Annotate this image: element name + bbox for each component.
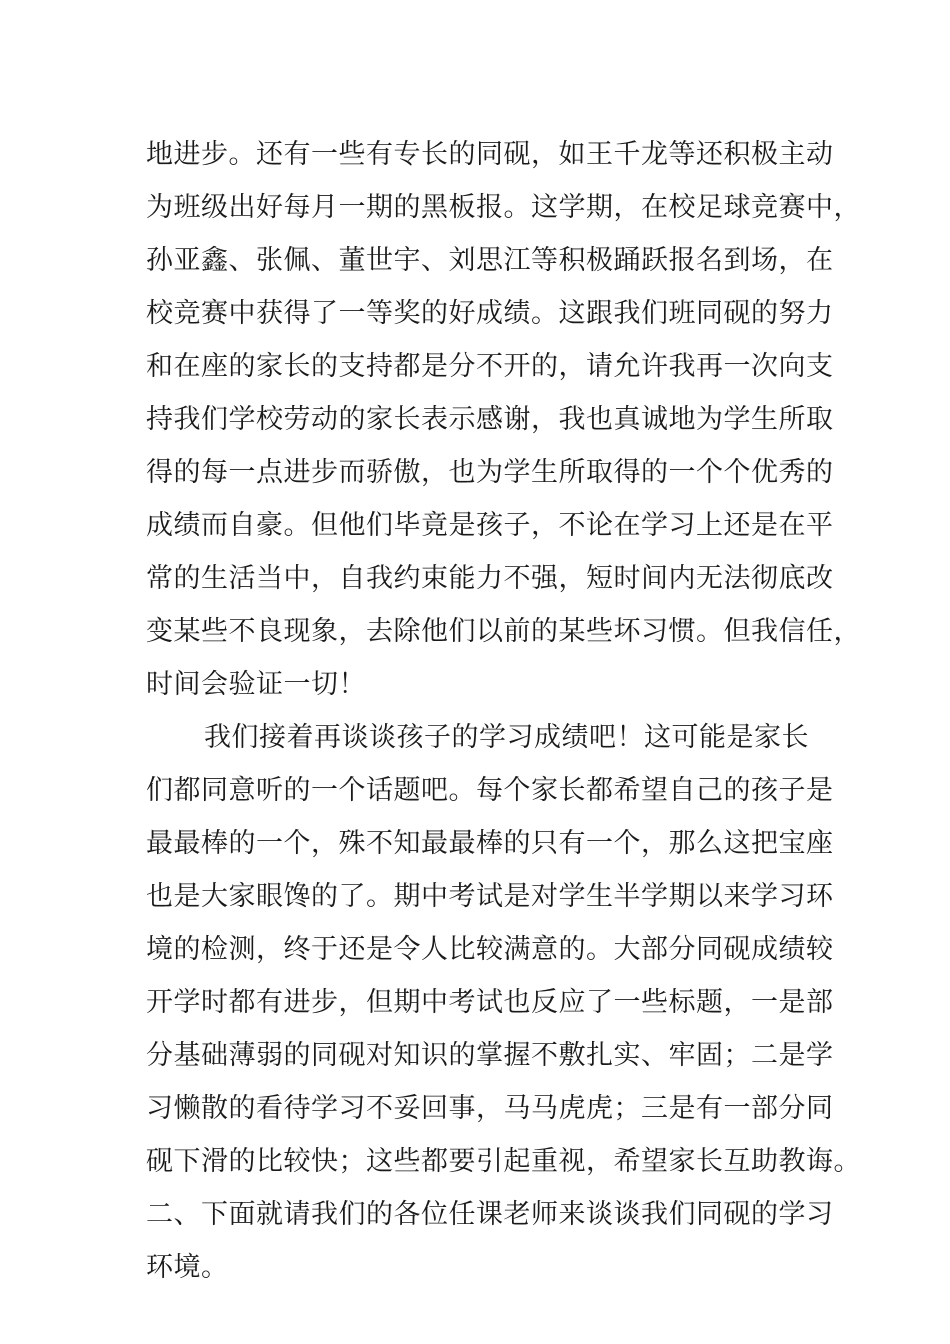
text-line: 成绩而自豪。但他们毕竟是孩子，不论在学习上还是在平	[146, 510, 834, 541]
text-line: 境的检测，终于还是令人比较满意的。大部分同砚成绩较	[146, 934, 834, 965]
text-line: 最最棒的一个，殊不知最最棒的只有一个，那么这把宝座	[146, 828, 834, 859]
text-line: 和在座的家长的支持都是分不开的，请允许我再一次向支	[146, 351, 834, 382]
text-line: 为班级出好每月一期的黑板报。这学期，在校足球竞赛中，	[146, 192, 861, 223]
text-line: 也是大家眼馋的了。期中考试是对学生半学期以来学习环	[146, 881, 834, 912]
text-line: 砚下滑的比较快；这些都要引起重视，希望家长互助教诲。	[146, 1146, 861, 1177]
text-line: 常的生活当中，自我约束能力不强，短时间内无法彻底改	[146, 563, 834, 594]
text-line: 时间会验证一切！	[146, 669, 366, 700]
text-line: 校竞赛中获得了一等奖的好成绩。这跟我们班同砚的努力	[146, 298, 834, 329]
text-line: 习懒散的看待学习不妥回事，马马虎虎；三是有一部分同	[146, 1093, 834, 1124]
text-line: 环境。	[146, 1252, 229, 1283]
text-line: 得的每一点进步而骄傲，也为学生所取得的一个个优秀的	[146, 457, 834, 488]
section-heading-line: 二、下面就请我们的各位任课老师来谈谈我们同砚的学习	[146, 1199, 834, 1230]
body-text	[146, 128, 861, 1294]
text-line: 开学时都有进步，但期中考试也反应了一些标题，一是部	[146, 987, 834, 1018]
text-line: 变某些不良现象，去除他们以前的某些坏习惯。但我信任，	[146, 616, 861, 647]
text-line: 持我们学校劳动的家长表示感谢，我也真诚地为学生所取	[146, 404, 834, 435]
text-line: 孙亚鑫、张佩、董世宇、刘思江等积极踊跃报名到场，在	[146, 245, 834, 276]
text-line: 们都同意听的一个话题吧。每个家长都希望自己的孩子是	[146, 775, 834, 806]
text-line: 地进步。还有一些有专长的同砚，如王千龙等还积极主动	[146, 139, 834, 170]
text-line: 分基础薄弱的同砚对知识的掌握不敷扎实、牢固；二是学	[146, 1040, 834, 1071]
paragraph-first-line: 我们接着再谈谈孩子的学习成绩吧！这可能是家长	[204, 722, 809, 753]
